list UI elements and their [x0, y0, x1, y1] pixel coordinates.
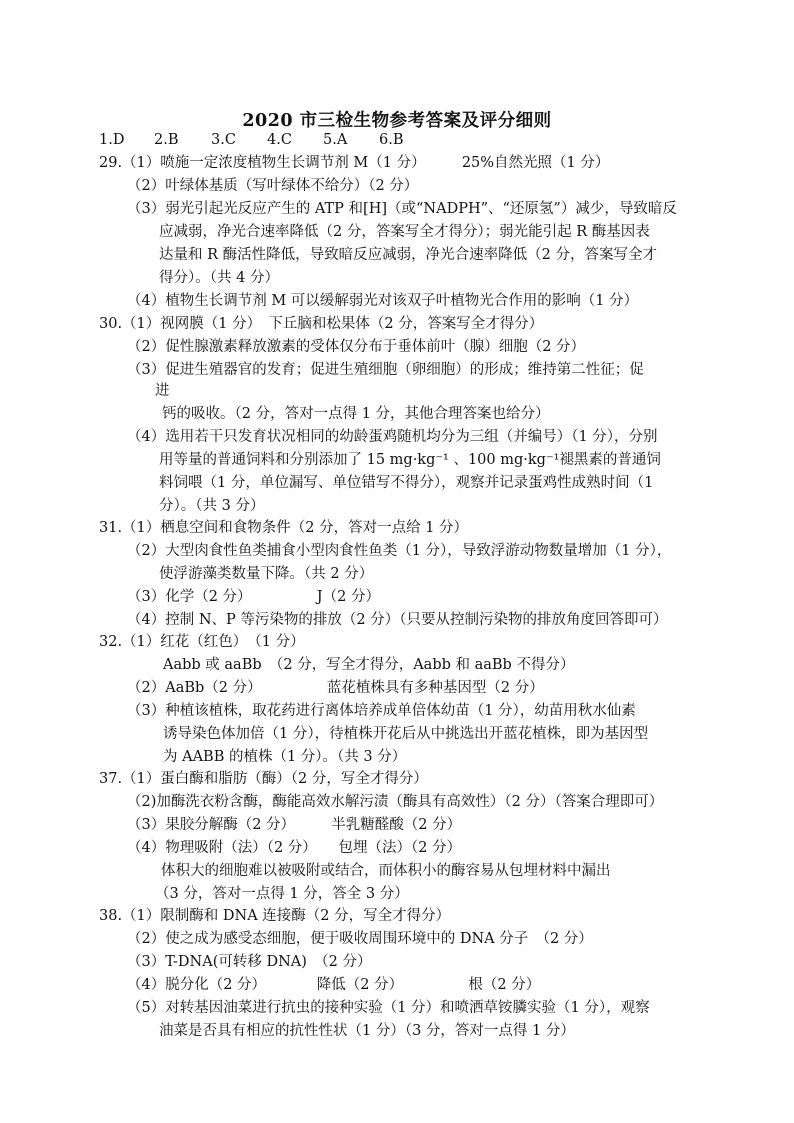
mc-answer-3: 3.C	[211, 132, 236, 148]
answer-line: （2）大型肉食性鱼类捕食小型肉食性鱼类（1 分），导致浮游动物数量增加（1 分），	[127, 543, 672, 559]
answer-line: 油菜是否具有相应的抗性性状（1 分）（3 分，答对一点得 1 分）	[159, 1023, 575, 1039]
answer-line: 料饲喂（1 分，单位漏写、单位错写不得分），观察并记录蛋鸡性成熟时间（1	[159, 475, 654, 491]
answer-line: （3 分，答对一点得 1 分，答全 3 分）	[155, 886, 409, 902]
answer-line: 使浮游藻类数量下降。（共 2 分）	[159, 566, 374, 582]
answer-line: 38.（1）限制酶和 DNA 连接酶（2 分，写全才得分）	[99, 908, 451, 924]
mc-answer-5: 5.A	[323, 132, 348, 148]
answer-line: 体积大的细胞难以被吸附或结合，而体积小的酶容易从包埋材料中漏出	[161, 863, 611, 879]
mc-answer-4: 4.C	[267, 132, 292, 148]
answer-line: （5）对转基因油菜进行抗虫的接种实验（1 分）和喷洒草铵膦实验（1 分），观察	[127, 1000, 650, 1016]
answer-line: 分）。（共 3 分）	[159, 498, 265, 514]
mc-answer-2: 2.B	[154, 132, 179, 148]
answer-line: （2）AaBb（2 分） 蓝花植株具有多种基因型（2 分）	[127, 680, 544, 696]
answer-line: 诱导染色体加倍（1 分），待植株开花后从中挑选出开蓝花植株，即为基因型	[163, 726, 649, 742]
answer-line: （4）选用若干只发育状况相同的幼龄蛋鸡随机均分为三组（并编号）（1 分），分别	[127, 429, 658, 445]
answer-line: 用等量的普通饲料和分别添加了 15 mg·kg⁻¹ 、100 mg·kg⁻¹褪黑素的普通饲	[159, 452, 661, 468]
answer-line: （4）植物生长调节剂 M 可以缓解弱光对该双子叶植物光合作用的影响（1 分）	[127, 293, 639, 309]
answer-line: 30.（1）视网膜（1 分） 下丘脑和松果体（2 分，答案写全才得分）	[99, 316, 544, 332]
answer-line: （3）化学（2 分） J（2 分）	[127, 589, 380, 605]
answer-line: （4）物理吸附（法）（2 分） 包埋（法）（2 分）	[127, 840, 462, 856]
answer-line: （2）促性腺激素释放激素的受体仅分布于垂体前叶（腺）细胞（2 分）	[127, 339, 586, 355]
answer-line: Aabb 或 aaBb （2 分，写全才得分，Aabb 和 aaBb 不得分）	[163, 657, 575, 673]
answer-line: （4）脱分化（2 分） 降低（2 分） 根（2 分）	[127, 977, 541, 993]
mc-answer-1: 1.D	[99, 132, 125, 148]
answer-line: （3）果胶分解酶（2 分） 半乳糖醛酸（2 分）	[127, 817, 462, 833]
answer-line: 进	[155, 383, 170, 399]
answer-line: 29.（1）喷施一定浓度植物生长调节剂 M（1 分） 25%自然光照（1 分）	[99, 155, 610, 171]
answer-line: （3）种植该植株，取花药进行离体培养成单倍体幼苗（1 分），幼苗用秋水仙素	[127, 703, 636, 719]
answer-line: 应减弱，净光合速率降低（2 分，答案写全才得分）；弱光能引起 R 酶基因表	[159, 224, 650, 240]
answer-line: 37.（1）蛋白酶和脂肪（酶）（2 分，写全才得分）	[99, 771, 428, 787]
answer-line: 得分）。（共 4 分）	[159, 270, 279, 286]
answer-line: 为 AABB 的植株（1 分）。（共 3 分）	[163, 749, 407, 765]
answer-line: （3）弱光引起光反应产生的 ATP 和[H]（或“NADPH”、“还原氢”）减少，导致暗反	[127, 201, 677, 217]
answer-line: 钙的吸收。（2 分，答对一点得 1 分，其他合理答案也给分）	[162, 406, 550, 422]
answer-line: （3）T-DNA(可转移 DNA) （2 分）	[127, 954, 372, 970]
answer-line: 32.（1）红花（红色） （1 分）	[99, 634, 305, 650]
answer-line: 达量和 R 酶活性降低，导致暗反应减弱，净光合速率降低（2 分，答案写全才	[159, 247, 657, 263]
mc-answer-6: 6.B	[379, 132, 404, 148]
answer-line: （4）控制 N、P 等污染物的排放（2 分）（只要从控制污染物的排放角度回答即可）	[127, 612, 668, 628]
answer-line: （3）促进生殖器官的发育；促进生殖细胞（卵细胞）的形成；维持第二性征；促	[127, 362, 644, 378]
answer-line: 31.（1）栖息空间和食物条件（2 分，答对一点给 1 分）	[99, 520, 469, 536]
answer-line: （2)加酶洗衣粉含酶，酶能高效水解污渍（酶具有高效性）（2 分）（答案合理即可）	[127, 794, 664, 810]
document-title: 2020 市三检生物参考答案及评分细则	[242, 111, 552, 131]
answer-line: （2）叶绿体基质（写叶绿体不给分）（2 分）	[127, 178, 419, 194]
answer-line: （2）使之成为感受态细胞，便于吸收周围环境中的 DNA 分子 （2 分）	[127, 931, 593, 947]
